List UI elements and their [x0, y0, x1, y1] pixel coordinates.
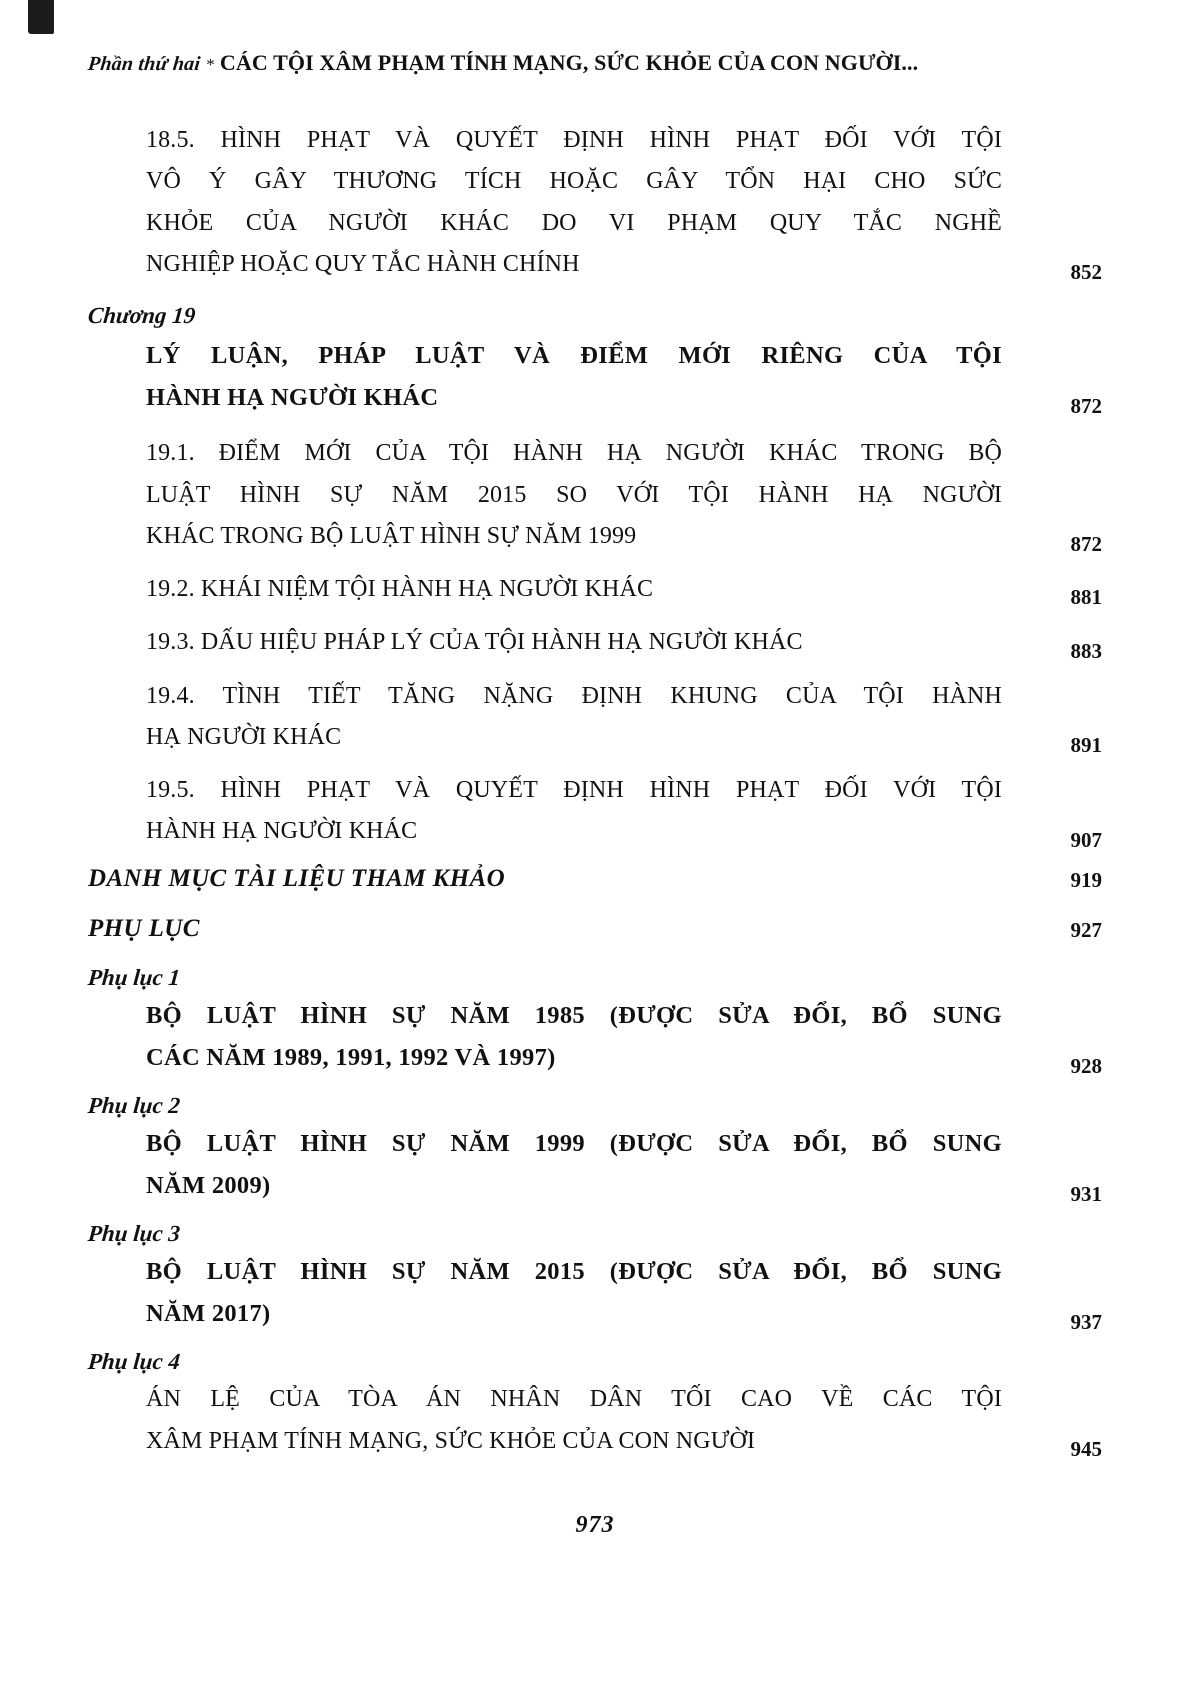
toc-entry-line: ÁN LỆ CỦA TÒA ÁN NHÂN DÂN TỐI CAO VỀ CÁC TỘI: [146, 1386, 1002, 1413]
toc-entry-line: HÀNH HẠ NGƯỜI KHÁC: [146, 384, 439, 412]
toc-entry-line: NĂM 2017): [146, 1300, 271, 1328]
toc-entry-line: NGHIỆP HOẶC QUY TẮC HÀNH CHÍNH: [146, 250, 580, 277]
toc-entry-line: NĂM 2009): [146, 1172, 271, 1200]
page-folio: 973: [575, 1512, 615, 1538]
toc-entry-line: 19.1. ĐIỂM MỚI CỦA TỘI HÀNH HẠ NGƯỜI KHÁC TRONG BỘ: [146, 440, 1002, 467]
toc-entry-label: [146, 676, 1020, 759]
toc-page-number: 928: [1070, 1053, 1102, 1078]
running-head-star: *: [206, 55, 215, 74]
toc-entry-label: [146, 1379, 1020, 1462]
toc-entry-line: BỘ LUẬT HÌNH SỰ NĂM 2015 (ĐƯỢC SỬA ĐỔI, BỔ SUNG: [146, 1258, 1002, 1286]
toc-entry-label: [88, 915, 1020, 943]
toc-entry-line: KHÁC TRONG BỘ LUẬT HÌNH SỰ NĂM 1999: [146, 522, 637, 549]
toc-row[interactable]: [88, 915, 1102, 943]
toc-row[interactable]: [88, 569, 1102, 610]
toc-entry-label: [146, 995, 1020, 1079]
toc-chapter-block: [88, 303, 1102, 419]
toc-entry-line: 18.5. HÌNH PHẠT VÀ QUYẾT ĐỊNH HÌNH PHẠT ĐỐI VỚI TỘI: [146, 127, 1002, 153]
toc-appendix-label: Phụ lục 1: [86, 964, 182, 990]
toc-row[interactable]: [88, 865, 1102, 893]
toc-page-number: 852: [1070, 260, 1102, 285]
toc-entry-label: [146, 335, 1020, 419]
toc-row[interactable]: [88, 622, 1102, 663]
table-of-contents: [88, 120, 1102, 1462]
toc-page-number: 872: [1070, 532, 1102, 557]
toc-page-number: 919: [1070, 867, 1102, 892]
toc-page-number: 881: [1070, 585, 1102, 610]
toc-entry-line: 19.3. DẤU HIỆU PHÁP LÝ CỦA TỘI HÀNH HẠ NGƯỜI KHÁC: [146, 629, 803, 656]
toc-row[interactable]: [88, 433, 1102, 557]
toc-page-number: 945: [1070, 1436, 1102, 1461]
running-head-title: CÁC TỘI XÂM PHẠM TÍNH MẠNG, SỨC KHỎE CỦA CON NGƯỜI...: [219, 50, 919, 75]
toc-page-number: 927: [1070, 917, 1102, 942]
running-head: [88, 50, 1102, 76]
toc-entry-line: 19.4. TÌNH TIẾT TĂNG NẶNG ĐỊNH KHUNG CỦA TỘI HÀNH: [146, 682, 1002, 709]
toc-row[interactable]: [88, 676, 1102, 759]
toc-page-number: 907: [1070, 827, 1102, 852]
toc-row[interactable]: [88, 770, 1102, 853]
toc-entry-line: CÁC NĂM 1989, 1991, 1992 VÀ 1997): [146, 1043, 556, 1071]
toc-appendix-label: Phụ lục 4: [86, 1349, 182, 1375]
toc-entry-line: PHỤ LỤC: [88, 914, 200, 942]
toc-entry-label: [146, 1251, 1020, 1335]
toc-row[interactable]: [88, 335, 1102, 419]
page-content: [88, 50, 1102, 1476]
toc-appendix-label: Phụ lục 2: [86, 1092, 182, 1118]
toc-entry-label: [146, 1123, 1020, 1207]
toc-entry-line: LÝ LUẬN, PHÁP LUẬT VÀ ĐIỂM MỚI RIÊNG CỦA TỘI: [146, 342, 1002, 370]
binding-mark: [28, 0, 54, 34]
toc-page-number: 891: [1070, 733, 1102, 758]
toc-page-number: 872: [1070, 394, 1102, 419]
toc-entry-line: DANH MỤC TÀI LIỆU THAM KHẢO: [88, 864, 506, 892]
toc-entry-line: XÂM PHẠM TÍNH MẠNG, SỨC KHỎE CỦA CON NGƯỜI: [146, 1427, 756, 1454]
toc-entry-label: [146, 622, 1020, 663]
toc-entry-line: KHỎE CỦA NGƯỜI KHÁC DO VI PHẠM QUY TẮC NGHỀ: [146, 209, 1002, 236]
toc-entry-label: [146, 770, 1020, 853]
toc-row[interactable]: [88, 1251, 1102, 1335]
toc-entry-label: [88, 865, 1020, 893]
toc-entry-line: 19.2. KHÁI NIỆM TỘI HÀNH HẠ NGƯỜI KHÁC: [146, 576, 654, 603]
toc-appendix-block: [88, 1093, 1102, 1207]
toc-appendix-label: Phụ lục 3: [86, 1221, 182, 1247]
toc-page-number: 931: [1070, 1182, 1102, 1207]
toc-appendix-block: [88, 965, 1102, 1079]
running-head-part-label: Phần thứ hai: [86, 53, 202, 75]
toc-entry-line: BỘ LUẬT HÌNH SỰ NĂM 1985 (ĐƯỢC SỬA ĐỔI, BỔ SUNG: [146, 1001, 1002, 1029]
toc-page-number: 937: [1070, 1310, 1102, 1335]
toc-row[interactable]: [88, 995, 1102, 1079]
toc-entry-line: 19.5. HÌNH PHẠT VÀ QUYẾT ĐỊNH HÌNH PHẠT ĐỐI VỚI TỘI: [146, 777, 1002, 804]
toc-entry-label: [146, 120, 1020, 285]
toc-appendix-block: [88, 1349, 1102, 1462]
toc-entry-line: VÔ Ý GÂY THƯƠNG TÍCH HOẶC GÂY TỔN HẠI CHO SỨC: [146, 168, 1002, 195]
toc-row[interactable]: [88, 1123, 1102, 1207]
toc-row[interactable]: [88, 120, 1102, 285]
toc-entry-label: [146, 433, 1020, 557]
toc-appendix-block: [88, 1221, 1102, 1335]
toc-page-number: 883: [1070, 638, 1102, 663]
toc-entry-line: HẠ NGƯỜI KHÁC: [146, 723, 342, 750]
toc-entry-label: [146, 569, 1020, 610]
toc-row[interactable]: [88, 1379, 1102, 1462]
toc-entry-line: HÀNH HẠ NGƯỜI KHÁC: [146, 818, 418, 845]
toc-chapter-label: Chương 19: [86, 303, 197, 329]
toc-entry-line: BỘ LUẬT HÌNH SỰ NĂM 1999 (ĐƯỢC SỬA ĐỔI, BỔ SUNG: [146, 1129, 1002, 1157]
toc-entry-line: LUẬT HÌNH SỰ NĂM 2015 SO VỚI TỘI HÀNH HẠ NGƯỜI: [146, 481, 1002, 508]
